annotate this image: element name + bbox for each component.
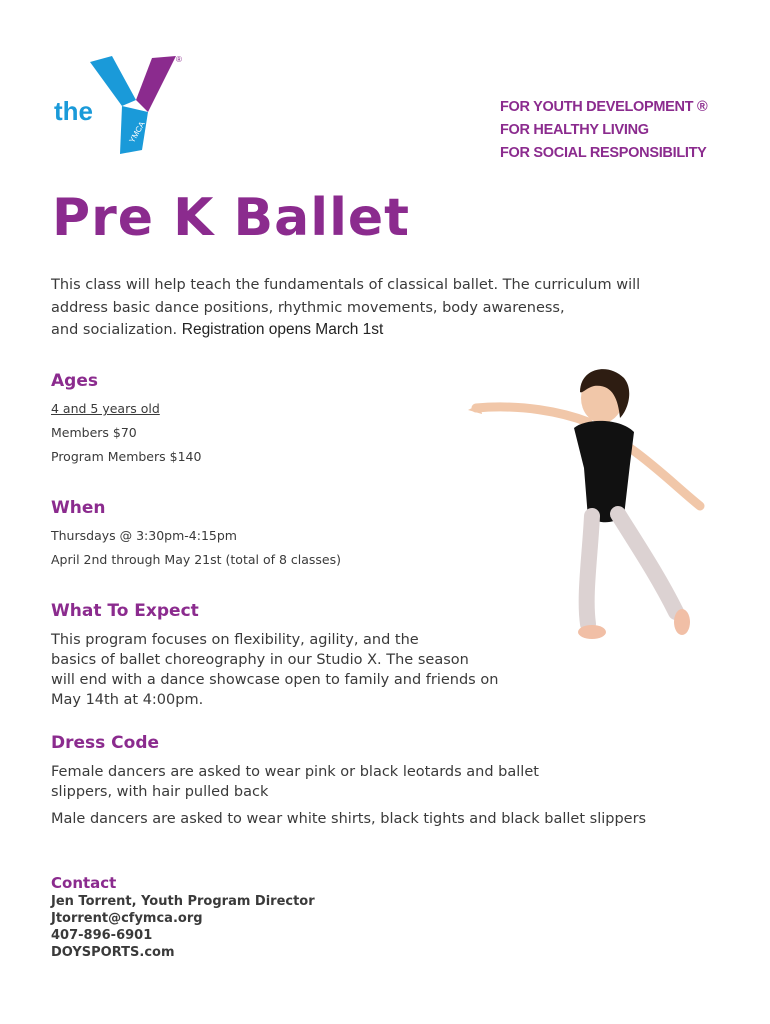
dancer-right-leg [618,514,676,612]
logo-registered-mark: ® [176,55,182,64]
dancer-left-leg [587,516,592,624]
tagline-line: FOR HEALTHY LIVING [500,122,649,138]
tagline-line: FOR SOCIAL RESPONSIBILITY [500,145,707,161]
page-title: Pre K Ballet [52,188,411,248]
class-dates: April 2nd through May 21st (total of 8 classes) [51,552,342,567]
expect-line: basics of ballet choreography in our Studio X. The season [51,652,469,668]
dress-female-line: Female dancers are asked to wear pink or black leotards and ballet [51,764,539,780]
ages-details [51,397,201,469]
intro-line-last [51,319,691,342]
tagline [500,96,707,165]
contact-details [51,893,315,961]
dancer-right-slipper [674,609,690,635]
contact-heading: Contact [51,874,117,892]
dancer-left-arm [476,407,588,422]
expect-paragraph [51,630,498,710]
tagline-line: FOR YOUTH DEVELOPMENT ® [500,99,708,115]
expect-line: will end with a dance showcase open to family and friends on [51,672,499,688]
dancer-right-arm [630,448,700,506]
intro-line-text: and socialization. [51,322,178,338]
intro-paragraph [51,274,691,342]
ballet-dancer-image [462,356,722,646]
registration-note: Registration opens March 1st [181,321,384,338]
expect-heading: What To Expect [51,601,199,621]
contact-email[interactable]: Jtorrent@cfymca.org [51,911,203,926]
dress-heading: Dress Code [51,733,160,753]
logo-y-right-arm [136,56,176,112]
when-heading: When [51,498,106,518]
members-price: Members $70 [51,425,137,440]
when-details [51,524,341,572]
contact-website[interactable]: DOYSPORTS.com [51,945,175,960]
dress-female-line: slippers, with hair pulled back [51,784,269,800]
expect-line: May 14th at 4:00pm. [51,692,204,708]
dancer-left-slipper [578,625,606,639]
logo-the-text: the [54,96,93,126]
contact-phone[interactable]: 407-896-6901 [51,928,153,943]
dancer-leotard [574,421,634,522]
logo-ymca-text: YMCA [127,119,147,145]
expect-line: This program focuses on flexibility, agility, and the [51,632,419,648]
contact-name: Jen Torrent, Youth Program Director [51,894,315,909]
logo-y-left-arm [90,56,136,106]
dress-female [51,762,539,802]
intro-line: This class will help teach the fundamentals of classical ballet. The curriculum will [51,277,641,293]
intro-line: address basic dance positions, rhythmic movements, body awareness, [51,299,565,316]
class-time: Thursdays @ 3:30pm-4:15pm [51,528,237,543]
program-members-price: Program Members $140 [51,449,202,464]
dress-male [51,809,646,829]
age-range: 4 and 5 years old [51,401,160,416]
ages-heading: Ages [51,371,98,391]
dress-male-line: Male dancers are asked to wear white shirts, black tights and black ballet slippers [51,811,647,827]
ymca-logo [50,50,190,160]
